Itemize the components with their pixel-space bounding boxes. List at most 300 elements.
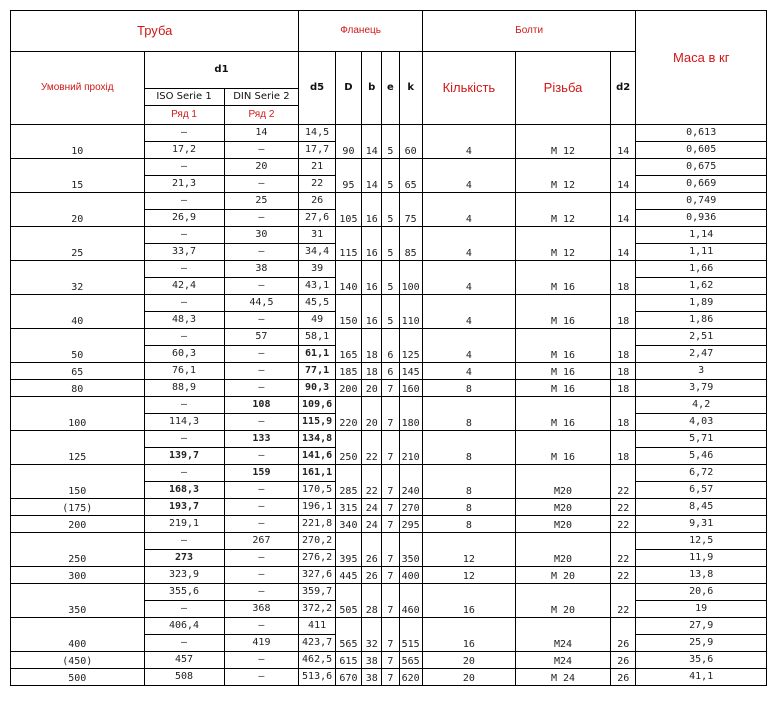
thread-cell: M 12 (515, 227, 610, 261)
mass-cell: 13,8 (636, 567, 767, 584)
d5-cell: 359,7 (299, 584, 335, 601)
b-cell: 16 (362, 295, 382, 329)
d2-cell: 26 (611, 669, 636, 686)
mass-header: Маса в кг (636, 11, 767, 125)
d5-cell: 141,6 (299, 448, 335, 465)
k-cell: 620 (399, 669, 422, 686)
din-d1-cell: — (224, 448, 299, 465)
thread-cell: M24 (515, 652, 610, 669)
b-header: b (362, 52, 382, 125)
thread-cell: M 16 (515, 363, 610, 380)
thread-header: Різьба (515, 52, 610, 125)
table-row (11, 669, 767, 686)
nominal-size-cell: 10 (11, 125, 145, 159)
n-cell: 8 (422, 499, 515, 516)
n-cell: 8 (422, 465, 515, 499)
thread-cell: M 12 (515, 125, 610, 159)
mass-cell: 0,605 (636, 142, 767, 159)
d2-cell: 26 (611, 652, 636, 669)
b-cell: 16 (362, 261, 382, 295)
n-cell: 8 (422, 380, 515, 397)
iso-d1-cell: 219,1 (144, 516, 224, 533)
din-series-header: DIN Serie 2 (224, 89, 299, 106)
e-cell: 7 (382, 397, 399, 431)
mass-cell: 25,9 (636, 635, 767, 652)
b-cell: 18 (362, 363, 382, 380)
table-row (11, 295, 767, 312)
iso-d1-cell: — (144, 465, 224, 482)
n-cell: 8 (422, 431, 515, 465)
iso-d1-cell: 33,7 (144, 244, 224, 261)
nominal-size-header: Умовний прохід (11, 52, 145, 125)
mass-cell: 1,14 (636, 227, 767, 244)
D-cell: 150 (335, 295, 361, 329)
nominal-size-cell: 100 (11, 397, 145, 431)
d2-cell: 22 (611, 567, 636, 584)
e-cell: 7 (382, 380, 399, 397)
table-row (11, 499, 767, 516)
iso-d1-cell: 88,9 (144, 380, 224, 397)
b-cell: 22 (362, 465, 382, 499)
b-cell: 14 (362, 125, 382, 159)
mass-cell: 4,03 (636, 414, 767, 431)
iso-d1-cell: 457 (144, 652, 224, 669)
d2-cell: 18 (611, 397, 636, 431)
n-cell: 4 (422, 363, 515, 380)
d2-cell: 14 (611, 193, 636, 227)
table-row (11, 652, 767, 669)
iso-d1-cell: 21,3 (144, 176, 224, 193)
nominal-size-cell: 80 (11, 380, 145, 397)
e-cell: 7 (382, 431, 399, 465)
iso-d1-cell: — (144, 125, 224, 142)
mass-cell: 41,1 (636, 669, 767, 686)
k-cell: 350 (399, 533, 422, 567)
d5-cell: 58,1 (299, 329, 335, 346)
d5-cell: 221,8 (299, 516, 335, 533)
d5-cell: 27,6 (299, 210, 335, 227)
d2-cell: 22 (611, 499, 636, 516)
table-row (11, 380, 767, 397)
din-d1-cell: 57 (224, 329, 299, 346)
d5-cell: 49 (299, 312, 335, 329)
mass-cell: 1,89 (636, 295, 767, 312)
bolt-count-header: Кількість (422, 52, 515, 125)
thread-cell: M 12 (515, 193, 610, 227)
b-cell: 18 (362, 329, 382, 363)
e-cell: 7 (382, 652, 399, 669)
n-cell: 20 (422, 652, 515, 669)
table-row (11, 431, 767, 448)
e-cell: 6 (382, 329, 399, 363)
e-cell: 5 (382, 193, 399, 227)
din-d1-cell: — (224, 312, 299, 329)
nominal-size-cell: 400 (11, 618, 145, 652)
d5-cell: 31 (299, 227, 335, 244)
k-cell: 565 (399, 652, 422, 669)
b-cell: 26 (362, 567, 382, 584)
flange-header: Фланець (299, 11, 422, 52)
din-d1-cell: — (224, 669, 299, 686)
thread-cell: M 16 (515, 397, 610, 431)
flange-dimensions-table (10, 10, 767, 686)
k-cell: 125 (399, 329, 422, 363)
d5-cell: 43,1 (299, 278, 335, 295)
d5-cell: 161,1 (299, 465, 335, 482)
din-d1-cell: — (224, 346, 299, 363)
k-cell: 515 (399, 618, 422, 652)
k-cell: 180 (399, 397, 422, 431)
nominal-size-cell: 250 (11, 533, 145, 567)
d5-cell: 423,7 (299, 635, 335, 652)
D-cell: 340 (335, 516, 361, 533)
bolts-header: Болти (422, 11, 636, 52)
iso-d1-cell: — (144, 601, 224, 618)
D-cell: 140 (335, 261, 361, 295)
table-row (11, 533, 767, 550)
D-cell: 445 (335, 567, 361, 584)
table-row (11, 465, 767, 482)
thread-cell: M 12 (515, 159, 610, 193)
thread-cell: M24 (515, 618, 610, 652)
mass-cell: 9,31 (636, 516, 767, 533)
n-cell: 4 (422, 227, 515, 261)
D-cell: 565 (335, 618, 361, 652)
k-header: k (399, 52, 422, 125)
mass-cell: 0,613 (636, 125, 767, 142)
iso-d1-cell: 17,2 (144, 142, 224, 159)
D-cell: 670 (335, 669, 361, 686)
d5-cell: 21 (299, 159, 335, 176)
k-cell: 145 (399, 363, 422, 380)
din-d1-cell: — (224, 652, 299, 669)
din-d1-cell: 44,5 (224, 295, 299, 312)
e-cell: 5 (382, 295, 399, 329)
D-cell: 615 (335, 652, 361, 669)
nominal-size-cell: 32 (11, 261, 145, 295)
iso-d1-cell: — (144, 159, 224, 176)
iso-d1-cell: 508 (144, 669, 224, 686)
mass-cell: 4,2 (636, 397, 767, 414)
D-cell: 285 (335, 465, 361, 499)
mass-cell: 5,46 (636, 448, 767, 465)
din-d1-cell: 159 (224, 465, 299, 482)
mass-cell: 27,9 (636, 618, 767, 635)
b-cell: 38 (362, 669, 382, 686)
n-cell: 4 (422, 329, 515, 363)
table-row (11, 227, 767, 244)
k-cell: 460 (399, 584, 422, 618)
din-d1-cell: 108 (224, 397, 299, 414)
k-cell: 75 (399, 193, 422, 227)
d5-cell: 170,5 (299, 482, 335, 499)
e-cell: 7 (382, 584, 399, 618)
e-header: e (382, 52, 399, 125)
mass-cell: 1,66 (636, 261, 767, 278)
iso-d1-cell: 355,6 (144, 584, 224, 601)
iso-d1-cell: — (144, 397, 224, 414)
din-d1-cell: — (224, 550, 299, 567)
din-d1-cell: — (224, 176, 299, 193)
din-d1-cell: 267 (224, 533, 299, 550)
din-d1-cell: — (224, 584, 299, 601)
thread-cell: M20 (515, 516, 610, 533)
b-cell: 24 (362, 499, 382, 516)
d5-cell: 513,6 (299, 669, 335, 686)
table-row (11, 261, 767, 278)
k-cell: 210 (399, 431, 422, 465)
D-cell: 315 (335, 499, 361, 516)
mass-cell: 35,6 (636, 652, 767, 669)
b-cell: 28 (362, 584, 382, 618)
n-cell: 8 (422, 516, 515, 533)
d2-cell: 18 (611, 363, 636, 380)
n-cell: 4 (422, 193, 515, 227)
e-cell: 5 (382, 227, 399, 261)
thread-cell: M 16 (515, 295, 610, 329)
nominal-size-cell: (450) (11, 652, 145, 669)
mass-cell: 0,749 (636, 193, 767, 210)
mass-cell: 1,62 (636, 278, 767, 295)
nominal-size-cell: 350 (11, 584, 145, 618)
iso-d1-cell: — (144, 533, 224, 550)
mass-cell: 0,669 (636, 176, 767, 193)
d5-cell: 34,4 (299, 244, 335, 261)
d2-header: d2 (611, 52, 636, 125)
mass-cell: 3,79 (636, 380, 767, 397)
iso-d1-cell: 76,1 (144, 363, 224, 380)
mass-cell: 2,47 (636, 346, 767, 363)
D-cell: 105 (335, 193, 361, 227)
mass-cell: 6,57 (636, 482, 767, 499)
pipe-header: Труба (11, 11, 299, 52)
b-cell: 16 (362, 193, 382, 227)
mass-cell: 0,936 (636, 210, 767, 227)
d5-cell: 90,3 (299, 380, 335, 397)
n-cell: 16 (422, 584, 515, 618)
e-cell: 7 (382, 533, 399, 567)
k-cell: 295 (399, 516, 422, 533)
b-cell: 16 (362, 227, 382, 261)
mass-cell: 3 (636, 363, 767, 380)
iso-d1-cell: — (144, 193, 224, 210)
d2-cell: 22 (611, 584, 636, 618)
n-cell: 4 (422, 159, 515, 193)
D-cell: 95 (335, 159, 361, 193)
k-cell: 400 (399, 567, 422, 584)
mass-cell: 19 (636, 601, 767, 618)
e-cell: 7 (382, 618, 399, 652)
mass-cell: 6,72 (636, 465, 767, 482)
din-d1-cell: — (224, 618, 299, 635)
n-cell: 12 (422, 533, 515, 567)
n-cell: 8 (422, 397, 515, 431)
iso-d1-cell: — (144, 227, 224, 244)
mass-cell: 11,9 (636, 550, 767, 567)
nominal-size-cell: 25 (11, 227, 145, 261)
nominal-size-cell: 40 (11, 295, 145, 329)
iso-d1-cell: — (144, 329, 224, 346)
d2-cell: 18 (611, 261, 636, 295)
k-cell: 240 (399, 465, 422, 499)
din-d1-cell: — (224, 142, 299, 159)
d5-cell: 462,5 (299, 652, 335, 669)
b-cell: 22 (362, 431, 382, 465)
b-cell: 32 (362, 618, 382, 652)
d5-cell: 61,1 (299, 346, 335, 363)
b-cell: 26 (362, 533, 382, 567)
k-cell: 110 (399, 295, 422, 329)
d5-cell: 327,6 (299, 567, 335, 584)
d2-cell: 18 (611, 329, 636, 363)
d2-cell: 18 (611, 295, 636, 329)
D-cell: 505 (335, 584, 361, 618)
n-cell: 4 (422, 295, 515, 329)
din-d1-cell: — (224, 380, 299, 397)
iso-series-header: ISO Serie 1 (144, 89, 224, 106)
b-cell: 24 (362, 516, 382, 533)
row2-header: Ряд 2 (224, 106, 299, 125)
nominal-size-cell: (175) (11, 499, 145, 516)
d5-cell: 14,5 (299, 125, 335, 142)
b-cell: 20 (362, 397, 382, 431)
nominal-size-cell: 200 (11, 516, 145, 533)
d2-cell: 26 (611, 618, 636, 652)
nominal-size-cell: 500 (11, 669, 145, 686)
din-d1-cell: — (224, 244, 299, 261)
table-row (11, 618, 767, 635)
d2-cell: 18 (611, 431, 636, 465)
din-d1-cell: 25 (224, 193, 299, 210)
nominal-size-cell: 300 (11, 567, 145, 584)
n-cell: 4 (422, 261, 515, 295)
iso-d1-cell: — (144, 261, 224, 278)
iso-d1-cell: 168,3 (144, 482, 224, 499)
nominal-size-cell: 20 (11, 193, 145, 227)
d5-cell: 26 (299, 193, 335, 210)
d5-cell: 22 (299, 176, 335, 193)
row1-header: Ряд 1 (144, 106, 224, 125)
din-d1-cell: — (224, 499, 299, 516)
e-cell: 5 (382, 125, 399, 159)
D-cell: 185 (335, 363, 361, 380)
mass-cell: 20,6 (636, 584, 767, 601)
din-d1-cell: 30 (224, 227, 299, 244)
b-cell: 14 (362, 159, 382, 193)
d2-cell: 14 (611, 159, 636, 193)
k-cell: 270 (399, 499, 422, 516)
e-cell: 7 (382, 567, 399, 584)
din-d1-cell: — (224, 210, 299, 227)
d2-cell: 22 (611, 465, 636, 499)
thread-cell: M20 (515, 465, 610, 499)
thread-cell: M 24 (515, 669, 610, 686)
d5-cell: 17,7 (299, 142, 335, 159)
table-row (11, 397, 767, 414)
iso-d1-cell: 42,4 (144, 278, 224, 295)
mass-cell: 1,11 (636, 244, 767, 261)
mass-cell: 5,71 (636, 431, 767, 448)
k-cell: 160 (399, 380, 422, 397)
thread-cell: M 16 (515, 380, 610, 397)
d2-cell: 22 (611, 533, 636, 567)
thread-cell: M 20 (515, 567, 610, 584)
iso-d1-cell: 139,7 (144, 448, 224, 465)
din-d1-cell: — (224, 363, 299, 380)
e-cell: 7 (382, 516, 399, 533)
table-row (11, 193, 767, 210)
D-cell: 200 (335, 380, 361, 397)
e-cell: 7 (382, 669, 399, 686)
b-cell: 38 (362, 652, 382, 669)
D-cell: 395 (335, 533, 361, 567)
iso-d1-cell: — (144, 431, 224, 448)
din-d1-cell: 14 (224, 125, 299, 142)
e-cell: 5 (382, 261, 399, 295)
d5-cell: 109,6 (299, 397, 335, 414)
mass-cell: 1,86 (636, 312, 767, 329)
d5-cell: 372,2 (299, 601, 335, 618)
thread-cell: M 16 (515, 431, 610, 465)
din-d1-cell: 38 (224, 261, 299, 278)
table-row (11, 159, 767, 176)
D-cell: 90 (335, 125, 361, 159)
mass-cell: 0,675 (636, 159, 767, 176)
table-row (11, 516, 767, 533)
din-d1-cell: 419 (224, 635, 299, 652)
iso-d1-cell: 60,3 (144, 346, 224, 363)
din-d1-cell: — (224, 567, 299, 584)
D-cell: 115 (335, 227, 361, 261)
b-cell: 20 (362, 380, 382, 397)
n-cell: 4 (422, 125, 515, 159)
e-cell: 6 (382, 363, 399, 380)
iso-d1-cell: 48,3 (144, 312, 224, 329)
e-cell: 7 (382, 499, 399, 516)
D-cell: 220 (335, 397, 361, 431)
table-row (11, 329, 767, 346)
iso-d1-cell: 273 (144, 550, 224, 567)
mass-cell: 2,51 (636, 329, 767, 346)
d5-cell: 115,9 (299, 414, 335, 431)
table-row (11, 125, 767, 142)
nominal-size-cell: 150 (11, 465, 145, 499)
din-d1-cell: 20 (224, 159, 299, 176)
nominal-size-cell: 50 (11, 329, 145, 363)
thread-cell: M20 (515, 499, 610, 516)
d5-cell: 77,1 (299, 363, 335, 380)
iso-d1-cell: 323,9 (144, 567, 224, 584)
mass-cell: 8,45 (636, 499, 767, 516)
iso-d1-cell: — (144, 295, 224, 312)
d2-cell: 14 (611, 125, 636, 159)
n-cell: 20 (422, 669, 515, 686)
din-d1-cell: 133 (224, 431, 299, 448)
k-cell: 65 (399, 159, 422, 193)
din-d1-cell: — (224, 278, 299, 295)
e-cell: 7 (382, 465, 399, 499)
n-cell: 12 (422, 567, 515, 584)
d2-cell: 22 (611, 516, 636, 533)
table-row (11, 584, 767, 601)
mass-cell: 12,5 (636, 533, 767, 550)
iso-d1-cell: 26,9 (144, 210, 224, 227)
nominal-size-cell: 65 (11, 363, 145, 380)
k-cell: 85 (399, 227, 422, 261)
d5-cell: 411 (299, 618, 335, 635)
e-cell: 5 (382, 159, 399, 193)
iso-d1-cell: — (144, 635, 224, 652)
